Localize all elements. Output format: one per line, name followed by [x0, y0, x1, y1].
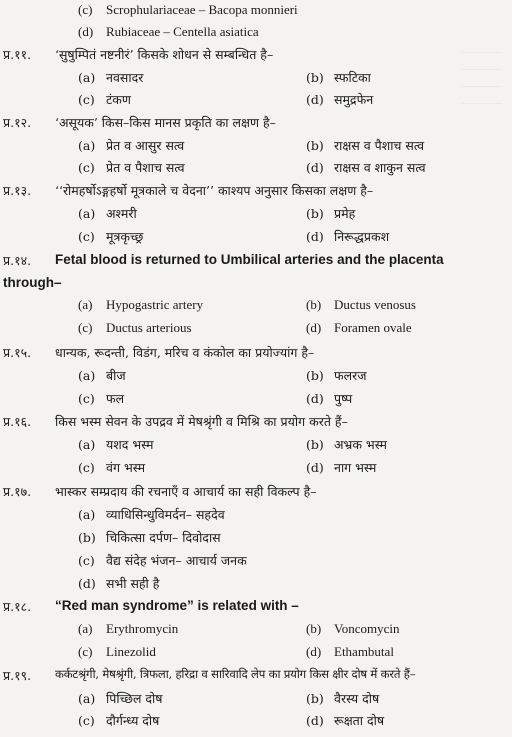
option-label: (b): [306, 621, 322, 636]
option-text: मूत्रकृच्छ्र: [106, 229, 144, 244]
option-text: व्याधिसिन्धुविमर्दन– सहदेव: [106, 507, 225, 522]
option-text: Linezolid: [106, 644, 156, 659]
question-14: प्र.१४. Fetal blood is returned to Umbilical arteries and the placenta: [3, 252, 444, 268]
option-text: Erythromycin: [106, 621, 179, 636]
option-label: (d): [306, 391, 324, 406]
option-text: Rubiaceae – Centella asiatica: [106, 24, 259, 39]
option-text: नवसादर: [106, 70, 144, 85]
option-label: (b): [306, 70, 324, 85]
option-text: चिकित्सा दर्पण– दिवोदास: [106, 530, 221, 545]
options-row: [0, 459, 512, 481]
question-text: “Red man syndrome” is related with –: [55, 598, 299, 613]
option-text: Voncomycin: [334, 621, 400, 636]
option-b[interactable]: [306, 621, 399, 637]
option-c[interactable]: [78, 390, 124, 407]
question-17: प्र.१७. भास्कर सम्प्रदाय की रचनाएँ व आचार्य का सही विकल्प है–: [3, 484, 317, 499]
option-text: पिच्छिल दोष: [106, 691, 163, 706]
option-c[interactable]: [78, 459, 145, 476]
option-text: फलरज: [334, 368, 367, 383]
option-text: दौर्गन्ध्य दोष: [106, 713, 160, 728]
options-row: [0, 367, 512, 389]
option-row: [0, 575, 512, 597]
option-text: राक्षस व पैशाच सत्व: [334, 138, 425, 153]
option-d[interactable]: [306, 91, 373, 108]
option-b[interactable]: [306, 436, 387, 453]
option-d[interactable]: [306, 159, 426, 176]
options-row: [0, 621, 512, 643]
option-label: (c): [78, 460, 95, 475]
option-a[interactable]: [78, 621, 178, 637]
option-label: (d): [306, 644, 322, 659]
prev-option-d: [0, 24, 512, 46]
option-label: (d): [306, 320, 322, 335]
option-text: वैद्य संदेह भंजन– आचार्य जनक: [106, 553, 247, 568]
question-18: प्र.१८. “Red man syndrome” is related with –: [3, 598, 299, 614]
option-c[interactable]: [78, 644, 156, 660]
option-label: (a): [78, 507, 96, 522]
options-row: [0, 228, 512, 250]
option-text: Hypogastric artery: [106, 297, 204, 312]
option-a[interactable]: [78, 205, 137, 222]
option-b[interactable]: [306, 69, 371, 86]
options-row: [0, 644, 512, 666]
option-c[interactable]: [78, 228, 143, 245]
options-row: [0, 436, 512, 458]
option-text: निरूद्धप्रकश: [334, 229, 390, 244]
option-a[interactable]: [78, 436, 154, 453]
option-c[interactable]: [78, 552, 247, 569]
option-label: (d): [306, 460, 324, 475]
option-label: (a): [78, 437, 96, 452]
option-text: राक्षस व शाकुन सत्व: [334, 160, 426, 175]
option-label: (a): [78, 621, 93, 636]
option-d[interactable]: [306, 390, 352, 407]
question-12: प्र.१२. ‘असूयक’ किस–किस मानस प्रकृति का लक्षण है–: [3, 115, 276, 130]
question-16: प्र.१६. किस भस्म सेवन के उपद्रव में मेषश्रृंगी व मिश्रि का प्रयोग करते हैं–: [3, 414, 348, 429]
option-label: (c): [78, 92, 95, 107]
option-c[interactable]: [78, 320, 192, 336]
option-text: स्फटिका: [334, 70, 371, 85]
option-label: (a): [78, 138, 96, 153]
question-text: भास्कर सम्प्रदाय की रचनाएँ व आचार्य का सही विकल्प है–: [55, 484, 317, 499]
option-label: (b): [78, 530, 96, 545]
option-label: (c): [78, 644, 93, 659]
option-b[interactable]: [306, 297, 416, 313]
option-text: यशद भस्म: [106, 437, 154, 452]
option-text: सभी सही है: [106, 576, 160, 591]
question-19: प्र.१९. कर्कटश्रृंगी, मेषश्रृंगी, त्रिफला, हरिद्रा व सारिवादि लेप का प्रयोग किस क्षीर दोष में करते हैं–: [3, 667, 416, 683]
option-label: (d): [78, 576, 96, 591]
options-row: [0, 712, 512, 734]
option-label: (b): [306, 297, 322, 312]
option-label: (c): [78, 713, 95, 728]
option-a[interactable]: [78, 137, 184, 154]
question-14-continued: through–: [3, 275, 62, 290]
option-label: (d): [78, 24, 94, 39]
question-13: प्र.१३. ‘‘रोमहर्षोऽङ्गहर्षो मूत्रकाले च वेदना’’ काश्यप अनुसार किसका लक्षण है–: [3, 183, 374, 198]
option-text: Ductus arterious: [106, 320, 192, 335]
option-text: रूक्षता दोष: [334, 713, 385, 728]
option-c[interactable]: [78, 712, 159, 729]
option-label: (d): [306, 92, 324, 107]
question-text: ‘‘रोमहर्षोऽङ्गहर्षो मूत्रकाले च वेदना’’ काश्यप अनुसार किसका लक्षण है–: [55, 183, 374, 198]
option-a[interactable]: [78, 690, 163, 707]
option-text: फल: [106, 391, 125, 406]
option-label: (c): [78, 2, 93, 17]
question-text: Fetal blood is returned to Umbilical arteries and the placenta: [55, 252, 444, 267]
option-label: (b): [306, 368, 324, 383]
option-label: (b): [306, 437, 324, 452]
option-d[interactable]: [306, 712, 384, 729]
option-a[interactable]: [78, 297, 203, 313]
option-label: (b): [306, 206, 324, 221]
option-label: (a): [78, 70, 96, 85]
option-b[interactable]: [306, 205, 355, 222]
options-row: [0, 690, 512, 712]
option-text: प्रेत व पैशाच सत्व: [106, 160, 185, 175]
option-text: समुद्रफेन: [334, 92, 374, 107]
option-d[interactable]: [306, 228, 389, 245]
option-label: (c): [78, 553, 95, 568]
option-label: (b): [306, 691, 324, 706]
option-d[interactable]: [306, 459, 376, 476]
options-row: [0, 91, 512, 113]
options-row: [0, 320, 512, 342]
options-row: [0, 297, 512, 319]
option-label: (c): [78, 160, 95, 175]
option-label: (c): [78, 320, 93, 335]
option-label: (c): [78, 391, 95, 406]
question-11: प्र.११. ‘सुषुम्पितं नष्टनीरं’ किसके शोधन से सम्बन्धित है–: [3, 47, 274, 62]
option-text: Foramen ovale: [334, 320, 412, 335]
option-c[interactable]: [78, 159, 185, 176]
option-text: Scrophulariaceae – Bacopa monnieri: [106, 2, 298, 17]
option-row: [0, 529, 512, 551]
option-label: (d): [306, 229, 324, 244]
option-label: (a): [78, 368, 96, 383]
option-text: वंग भस्म: [106, 460, 146, 475]
option-a[interactable]: [78, 69, 143, 86]
option-label: (b): [306, 138, 324, 153]
option-b[interactable]: [306, 367, 367, 384]
question-text: कर्कटश्रृंगी, मेषश्रृंगी, त्रिफला, हरिद्रा व सारिवादि लेप का प्रयोग किस क्षीर दोष में करते हैं–: [55, 667, 416, 681]
option-text: प्रमेह: [334, 206, 356, 221]
question-15: प्र.१५. धान्यक, रूदन्ती, विडंग, मरिच व कंकोल का प्रयोज्यांग है–: [3, 345, 315, 360]
option-label: (a): [78, 297, 93, 312]
option-b[interactable]: [306, 690, 379, 707]
question-text: किस भस्म सेवन के उपद्रव में मेषश्रृंगी व मिश्रि का प्रयोग करते हैं–: [55, 414, 348, 429]
option-text: नाग भस्म: [334, 460, 377, 475]
option-text: पुष्प: [334, 391, 353, 406]
option-text: प्रेत व आसुर सत्व: [106, 138, 185, 153]
option-c[interactable]: [78, 91, 131, 108]
options-row: [0, 137, 512, 159]
options-row: [0, 69, 512, 91]
option-b[interactable]: [306, 137, 424, 154]
question-text: ‘असूयक’ किस–किस मानस प्रकृति का लक्षण है–: [55, 115, 276, 130]
option-d[interactable]: [306, 644, 394, 660]
option-text: अभ्रक भस्म: [334, 437, 388, 452]
option-a[interactable]: [78, 506, 225, 523]
option-label: (a): [78, 691, 96, 706]
option-text: अश्मरी: [106, 206, 137, 221]
question-text: धान्यक, रूदन्ती, विडंग, मरिच व कंकोल का प्रयोज्यांग है–: [55, 345, 315, 360]
option-label: (a): [78, 206, 96, 221]
option-row: [0, 506, 512, 528]
options-row: [0, 390, 512, 412]
option-a[interactable]: [78, 367, 126, 384]
option-d[interactable]: [306, 320, 412, 336]
option-text: Ductus venosus: [334, 297, 416, 312]
option-text: टंकण: [106, 92, 131, 107]
options-row: [0, 159, 512, 181]
prev-option-c: [0, 2, 512, 24]
option-text: Ethambutal: [334, 644, 394, 659]
option-label: (d): [306, 713, 324, 728]
option-row: [0, 552, 512, 574]
question-text: ‘सुषुम्पितं नष्टनीरं’ किसके शोधन से सम्बन्धित है–: [55, 47, 274, 62]
option-label: (c): [78, 229, 95, 244]
option-label: (d): [306, 160, 324, 175]
option-text: बीज: [106, 368, 126, 383]
option-text: वैरस्य दोष: [334, 691, 380, 706]
option-d[interactable]: [78, 575, 159, 592]
options-row: [0, 205, 512, 227]
option-b[interactable]: [78, 529, 221, 546]
